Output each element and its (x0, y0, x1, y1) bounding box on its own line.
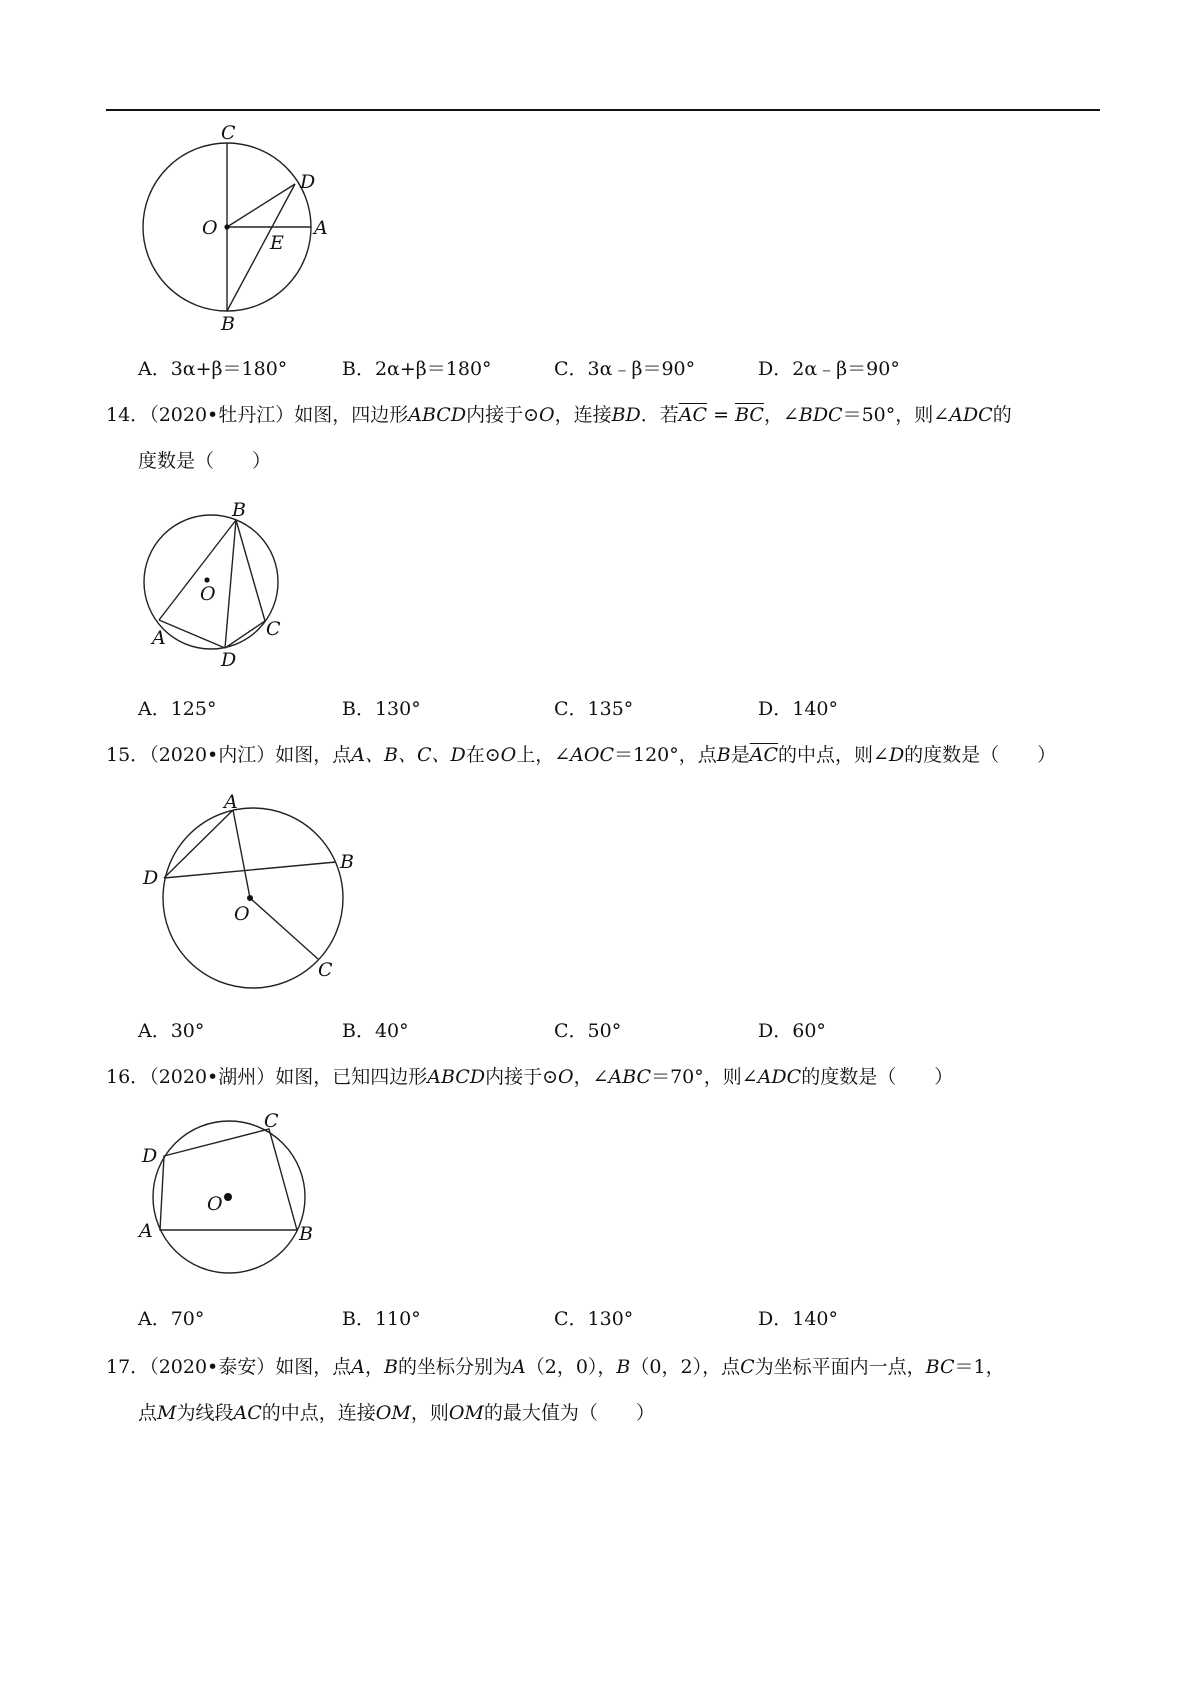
q15-label-a: A (224, 791, 238, 813)
q16-text: ，∠ (573, 1066, 609, 1088)
q16-var: O (558, 1066, 574, 1088)
q13-option-b[interactable]: B．2α+β＝180° (342, 358, 492, 380)
q17-var: OM (375, 1402, 411, 1424)
q16-var: ABCD (427, 1066, 486, 1088)
q17-text: 点 (138, 1402, 158, 1424)
q16-line-1 (106, 1054, 953, 1100)
q14-figure (138, 496, 298, 671)
q15-text: 上，∠ (516, 744, 571, 766)
q16-option-d[interactable]: D．140° (758, 1308, 838, 1330)
q16-text: ＝70°，则∠ (651, 1066, 758, 1088)
q16-label-d: D (142, 1145, 158, 1167)
q14-label-b: B (232, 499, 246, 521)
q15-label-o: O (234, 903, 250, 925)
q17-stem (106, 1344, 1005, 1436)
q17-text: ＝1， (954, 1356, 1005, 1378)
q14-segment-bd (225, 520, 236, 648)
q16-quadrilateral (160, 1129, 297, 1230)
q14-number: 14． (106, 404, 150, 426)
q13-option-c[interactable]: C．3α﹣β＝90° (554, 358, 696, 380)
q15-var: A、B、C、D (351, 744, 466, 766)
q16-source: （2020•湖州） (149, 1066, 276, 1088)
q15-option-c[interactable]: C．50° (554, 1020, 622, 1042)
q16-label-c: C (264, 1110, 279, 1132)
q16-label-o: O (207, 1193, 223, 1215)
q14-option-a[interactable]: A．125° (138, 698, 217, 720)
q13-label-a: A (314, 217, 328, 239)
q14-option-d[interactable]: D．140° (758, 698, 838, 720)
q16-option-b[interactable]: B．110° (342, 1308, 421, 1330)
q14-label-o: O (200, 583, 216, 605)
q14-options (138, 694, 1038, 720)
q15-text: ＝120°，点 (614, 744, 717, 766)
q17-var: A (512, 1356, 526, 1378)
q17-number: 17． (106, 1356, 150, 1378)
q14-option-b[interactable]: B．130° (342, 698, 421, 720)
q13-segment-db (227, 184, 295, 311)
q15-var: AOC (570, 744, 614, 766)
q13-segment-od (227, 184, 295, 227)
q14-segment-dc (225, 621, 265, 648)
q17-text: 为线段 (176, 1402, 234, 1424)
q16-label-b: B (299, 1223, 313, 1245)
q14-text: 如图，四边形 (294, 404, 409, 426)
q14-source: （2020•牡丹江） (149, 404, 295, 426)
q15-var: B (716, 744, 731, 766)
q13-label-e: E (270, 232, 284, 254)
q15-option-d[interactable]: D．60° (758, 1020, 826, 1042)
q16-number: 16． (106, 1066, 150, 1088)
q14-arc-ac: $\overline{AC}$ (678, 404, 708, 426)
q15-source: （2020•内江） (149, 744, 276, 766)
q16-stem (106, 1054, 953, 1100)
q15-label-c: C (318, 959, 333, 981)
q14-text: ，连接 (554, 404, 612, 426)
q16-figure (138, 1106, 328, 1281)
q15-number: 15． (106, 744, 150, 766)
q17-var: OM (448, 1402, 484, 1424)
q16-text: 的度数是（ ） (801, 1066, 954, 1088)
q13-label-o: O (202, 217, 218, 239)
q17-var: A (351, 1356, 365, 1378)
q14-text: ＝50°，则∠ (842, 404, 950, 426)
q14-var: ABCD (408, 404, 467, 426)
q17-text: ，则 (410, 1402, 449, 1424)
q15-figure (138, 786, 368, 996)
q13-label-c: C (221, 122, 236, 144)
q14-center-dot (204, 577, 209, 582)
q17-var: AC (233, 1402, 262, 1424)
q17-text: 的最大值为（ ） (483, 1402, 655, 1424)
q17-text: （0，2），点 (630, 1356, 741, 1378)
q16-label-a: A (139, 1220, 153, 1242)
q15-option-a[interactable]: A．30° (138, 1020, 205, 1042)
q15-label-d: D (143, 867, 159, 889)
q13-label-d: D (300, 171, 316, 193)
q15-segment-db (164, 862, 336, 878)
q15-line-1 (106, 732, 1056, 778)
q14-stem (106, 392, 1012, 484)
q13-options (138, 354, 1038, 380)
q17-var: B (384, 1356, 398, 1378)
q17-text: 的坐标分别为 (397, 1356, 512, 1378)
q14-segment-bc (236, 520, 265, 621)
q13-option-a[interactable]: A．3α+β＝180° (138, 358, 288, 380)
q15-text: 是 (730, 744, 750, 766)
q17-text: （2，0）， (525, 1356, 617, 1378)
q17-var: M (157, 1402, 177, 1424)
q17-var: C (740, 1356, 755, 1378)
q16-center-dot (224, 1193, 232, 1201)
q15-var: O (500, 744, 517, 766)
q15-text: 的中点，则∠ (778, 744, 889, 766)
q15-text: 如图，点 (275, 744, 352, 766)
q15-option-b[interactable]: B．40° (342, 1020, 409, 1042)
q16-var: ABC (608, 1066, 652, 1088)
q16-text: 内接于⊙ (485, 1066, 558, 1088)
q14-label-c: C (266, 618, 281, 640)
q13-option-d[interactable]: D．2α﹣β＝90° (758, 358, 900, 380)
q17-text: 为坐标平面内一点， (754, 1356, 926, 1378)
q14-text: ．若 (640, 404, 679, 426)
q15-var: D (888, 744, 905, 766)
q15-segment-ao (233, 810, 250, 898)
q17-line-2 (106, 1390, 1005, 1436)
q14-label-a: A (152, 627, 166, 649)
q14-text: = (707, 404, 736, 426)
q17-source: （2020•泰安） (149, 1356, 276, 1378)
q13-center-dot (224, 224, 229, 229)
q14-option-c[interactable]: C．135° (554, 698, 634, 720)
q13-label-b: B (221, 313, 235, 335)
header-rule (106, 109, 1100, 111)
q17-text: 的中点，连接 (261, 1402, 376, 1424)
q15-text: 在⊙ (465, 744, 501, 766)
q17-text: ， (365, 1356, 385, 1378)
q15-options (138, 1016, 1038, 1042)
q17-var: BC (925, 1356, 955, 1378)
q14-segment-ba (159, 520, 236, 620)
q16-var: ADC (757, 1066, 802, 1088)
q14-line-2: 度数是（ ） (138, 450, 272, 472)
q14-text: ，∠ (763, 404, 799, 426)
q14-var: O (539, 404, 555, 426)
q15-stem (106, 732, 1056, 778)
q14-label-d: D (221, 649, 237, 671)
q15-segment-oc (250, 898, 318, 959)
q14-var: BD (611, 404, 641, 426)
q13-figure (138, 120, 338, 335)
q15-center-dot (247, 895, 253, 901)
q17-text: 如图，点 (275, 1356, 352, 1378)
q14-var: ADC (949, 404, 993, 426)
q14-text: 的 (992, 404, 1012, 426)
q17-line-1 (106, 1344, 1005, 1390)
q16-option-a[interactable]: A．70° (138, 1308, 205, 1330)
q17-var: B (616, 1356, 631, 1378)
q16-text: 如图，已知四边形 (275, 1066, 428, 1088)
q16-option-c[interactable]: C．130° (554, 1308, 634, 1330)
q14-var: BDC (798, 404, 843, 426)
q15-arc-ac: $\overline{AC}$ (749, 744, 779, 766)
q14-arc-bc: $\overline{BC}$ (735, 404, 764, 426)
q16-options (138, 1304, 1038, 1330)
q15-label-b: B (340, 851, 354, 873)
q15-text: 的度数是（ ） (904, 744, 1057, 766)
q14-text: 内接于⊙ (466, 404, 539, 426)
q15-segment-ad (164, 810, 233, 878)
q14-line-1 (106, 392, 1012, 438)
